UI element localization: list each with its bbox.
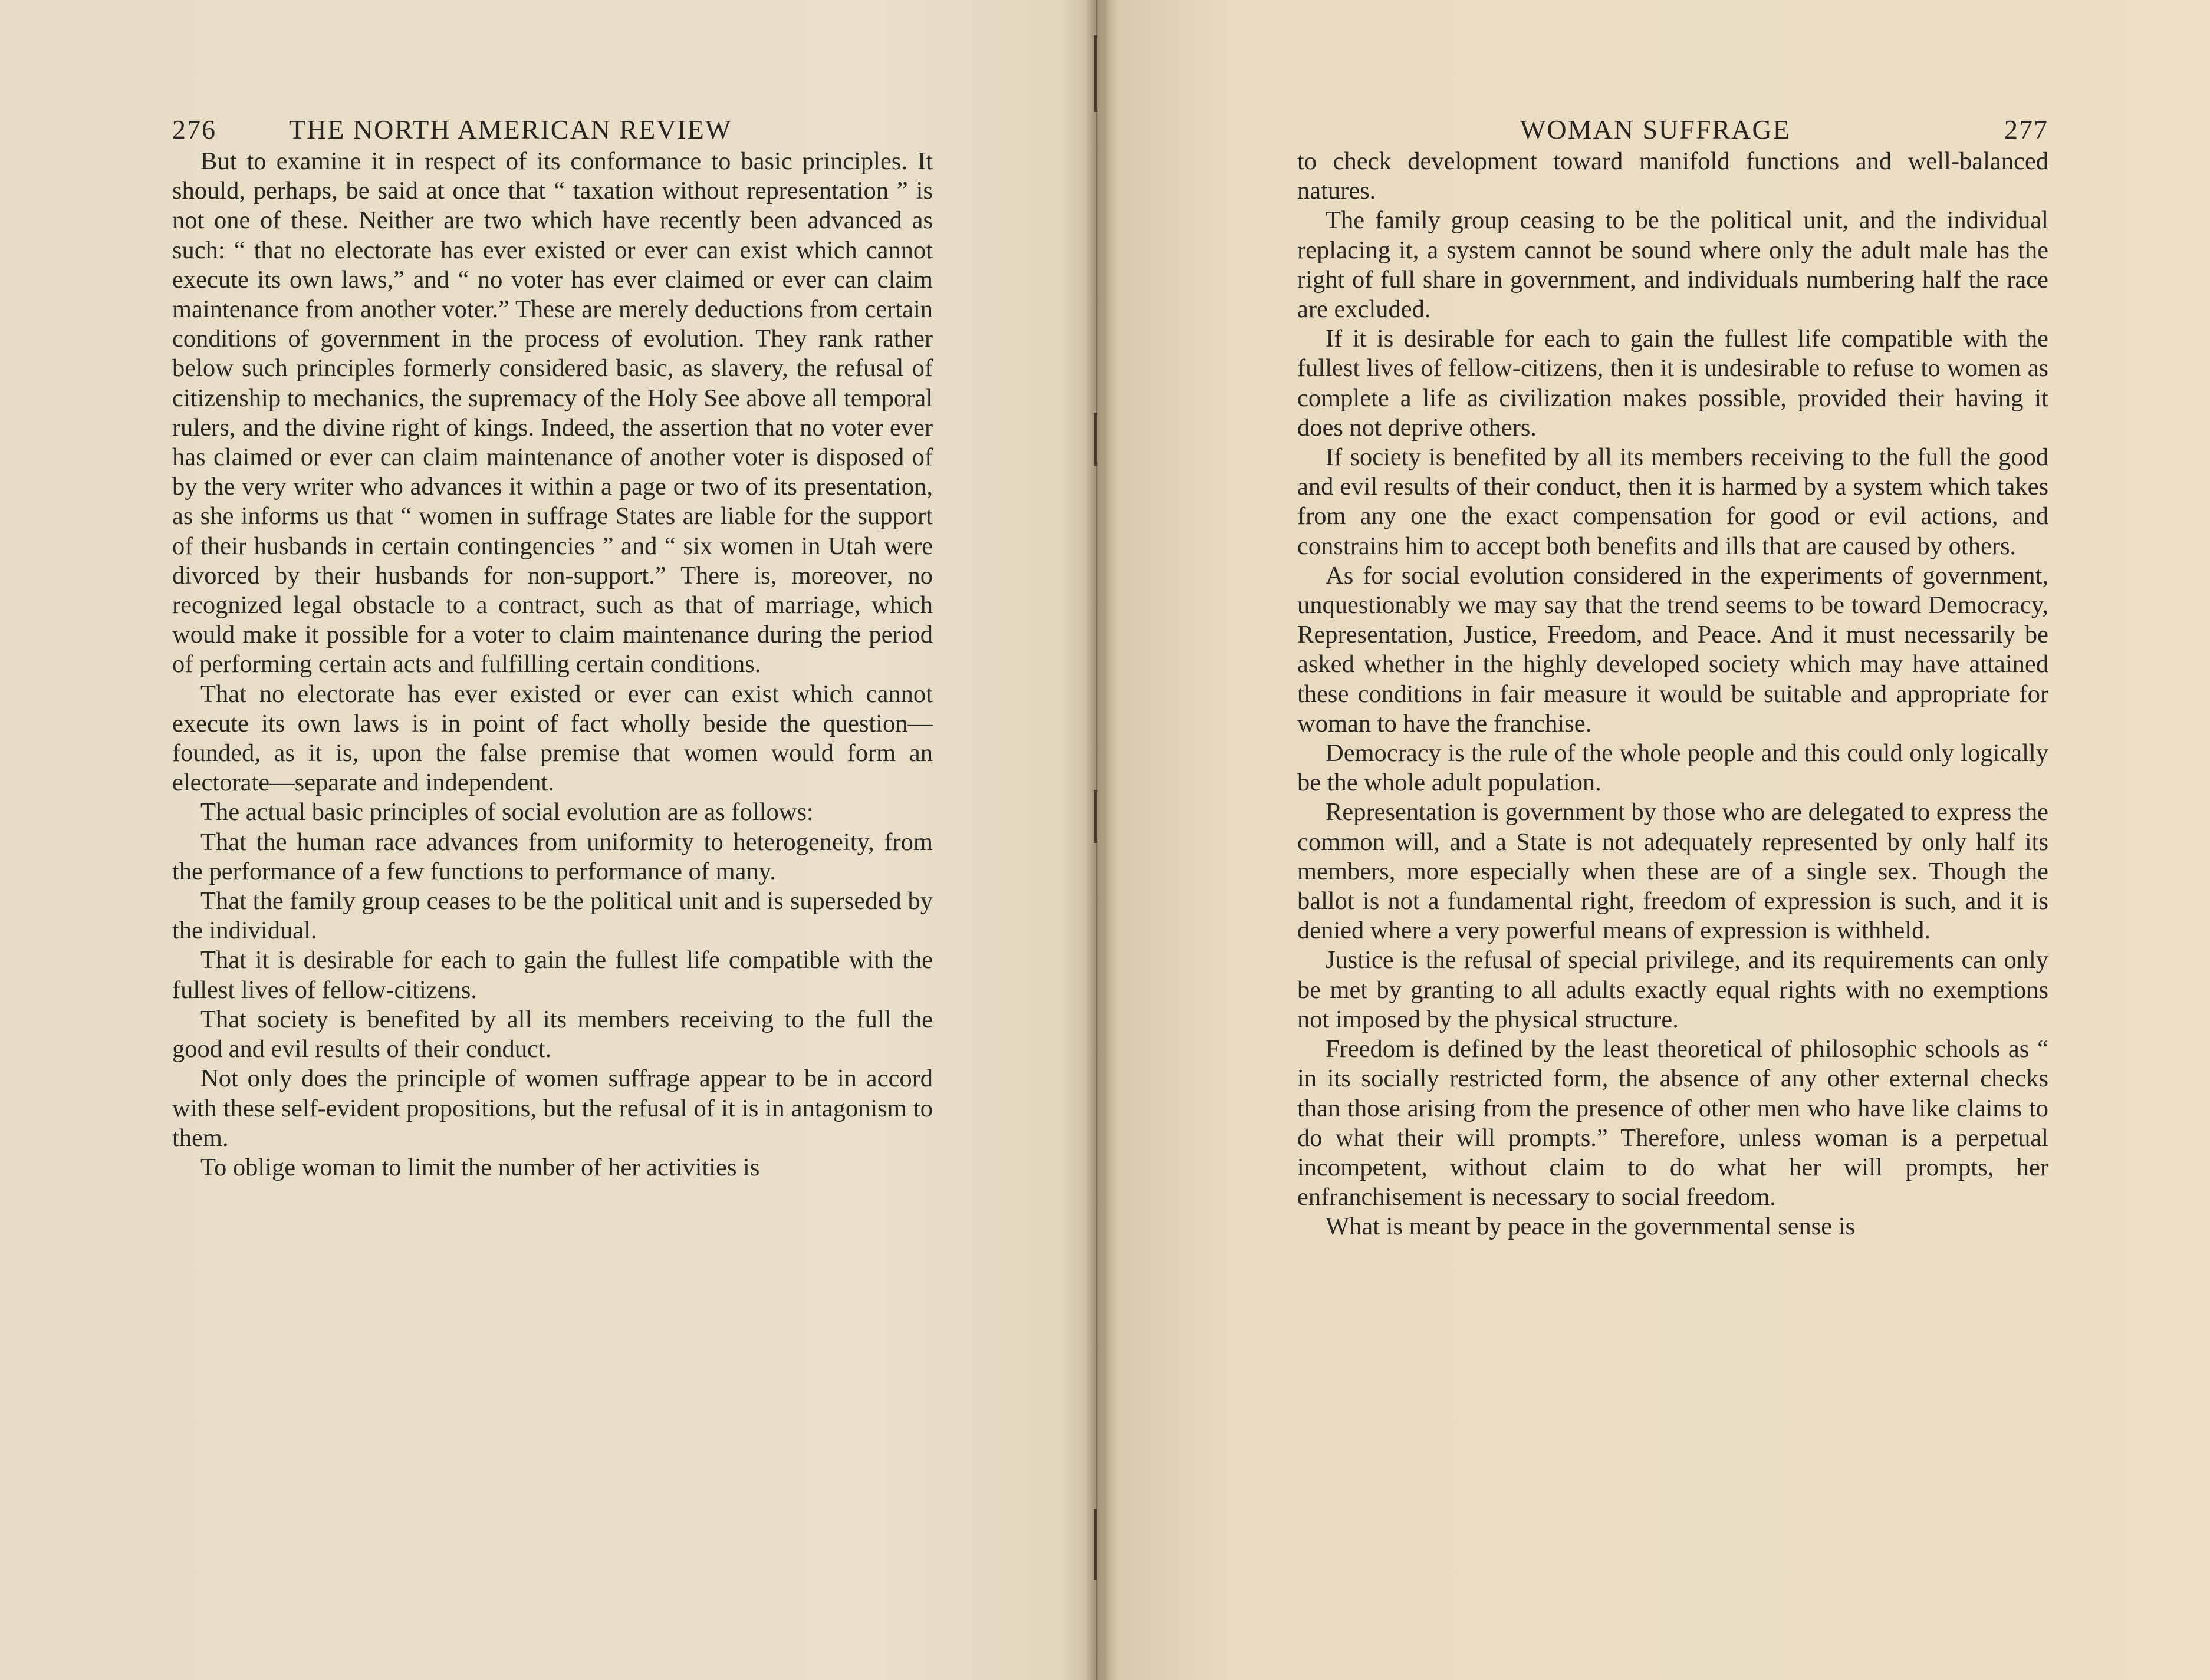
paragraph: If it is desirable for each to gain the fullest life compatible with the fullest lives of fellow-citizens, then it is undesirable to refuse to women as complete a life as civilization makes possible, provided their having it does not deprive others. bbox=[1297, 325, 2048, 442]
paragraph: Democracy is the rule of the whole people and this could only logically be the whole adult population. bbox=[1297, 739, 2048, 797]
paragraph: If society is benefited by all its members receiving to the full the good and evil results of their conduct, then it is harmed by a system which takes from any one the exact compensation for good or evil actions, and constrains him to accept both benefits and ills that are caused by others. bbox=[1297, 443, 2048, 560]
page-number: 277 bbox=[2004, 114, 2048, 144]
left-page-header bbox=[172, 109, 933, 147]
binding-mark bbox=[1094, 790, 1097, 843]
paragraph: That the family group ceases to be the political unit and is superseded by the individual. bbox=[172, 887, 933, 945]
left-page-body bbox=[172, 147, 933, 1182]
paragraph: That it is desirable for each to gain the fullest life compatible with the fullest lives of fellow-citizens. bbox=[172, 946, 933, 1004]
binding-mark bbox=[1094, 35, 1097, 112]
paragraph: The actual basic principles of social evolution are as follows: bbox=[200, 798, 814, 826]
binding-mark bbox=[1094, 413, 1097, 466]
paragraph: What is meant by peace in the governmental sense is bbox=[1326, 1213, 1856, 1241]
paragraph: To oblige woman to limit the number of her activities is bbox=[200, 1153, 760, 1181]
page-number: 276 bbox=[172, 114, 216, 144]
paragraph: That no electorate has ever existed or ever can exist which cannot execute its own laws is in point of fact wholly beside the question—founded, as it is, upon the false premise that women would form an electorate—separate and independent. bbox=[172, 680, 933, 797]
paragraph: As for social evolution considered in the experiments of government, unquestionably we may say that the trend seems to be toward Democracy, Representation, Justice, Freedom, and Peace. And it must necessarily be asked whether in the highly developed society which may have attained these conditions in fair measure it would be suitable and appropriate for woman to have the franchise. bbox=[1297, 561, 2048, 737]
running-head: WOMAN SUFFRAGE bbox=[1520, 114, 1791, 144]
right-page-body bbox=[1297, 147, 2048, 1242]
right-page bbox=[1297, 109, 2048, 1242]
paragraph: to check development toward manifold functions and well-balanced natures. bbox=[1297, 147, 2048, 205]
paragraph: The family group ceasing to be the political unit, and the individual replacing it, a system cannot be sound where only the adult male has the right of full share in government, and individuals numbering half the race are excluded. bbox=[1297, 206, 2048, 324]
binding-mark bbox=[1094, 1509, 1097, 1580]
paragraph: Justice is the refusal of special privilege, and its requirements can only be met by granting to all adults exactly equal rights with no exemptions not imposed by the physical structure. bbox=[1297, 946, 2048, 1033]
paragraph: Freedom is defined by the least theoretical of philosophic schools as “ in its socially restricted form, the absence of any other external checks than those arising from the presence of other men who have like claims to do what their will prompts.” Therefore, unless woman is a perpetual incompetent, without claim to do what her will prompts, her enfranchisement is necessary to social freedom. bbox=[1297, 1035, 2048, 1211]
right-page-header bbox=[1297, 109, 2048, 147]
paragraph: But to examine it in respect of its conformance to basic principles. It should, perhaps, be said at once that “ taxation without representation ” is not one of these. Neither are two which have recently been advanced as such: “ that no electorate has ever existed or ever can exist which cannot execute its own laws,” and “ no voter has ever claimed or ever can claim maintenance from another voter.” These are merely deductions from certain conditions of government in the process of evolution. They rank rather below such principles formerly considered basic, as slavery, the refusal of citizenship to mechanics, the supremacy of the Holy See above all temporal rulers, and the divine right of kings. Indeed, the assertion that no voter ever has claimed or ever can claim maintenance of another voter is disposed of by the very writer who advances it within a page or two of its presentation, as she informs us that “ women in suffrage States are liable for the support of their husbands in certain contingencies ” and “ six women in Utah were divorced by their husbands for non-support.” There is, moreover, no recognized legal obstacle to a contract, such as that of marriage, which would make it possible for a voter to claim maintenance during the period of performing certain acts and fulfilling certain conditions. bbox=[172, 147, 933, 678]
running-head: THE NORTH AMERICAN REVIEW bbox=[289, 114, 732, 144]
paragraph: Representation is government by those who are delegated to express the common will, and a State is not adequately represented by only half its members, more especially when these are of a single sex. Though the ballot is not a fundamental right, freedom of expression is such, and it is denied where a very powerful means of expression is withheld. bbox=[1297, 798, 2048, 945]
left-page bbox=[172, 109, 933, 1182]
paragraph: That the human race advances from uniformity to heterogeneity, from the performance of a few functions to performance of many. bbox=[172, 828, 933, 885]
paragraph: That society is benefited by all its members receiving to the full the good and evil results of their conduct. bbox=[172, 1005, 933, 1063]
paragraph: Not only does the principle of women suffrage appear to be in accord with these self-evident propositions, but the refusal of it is in antagonism to them. bbox=[172, 1065, 933, 1152]
